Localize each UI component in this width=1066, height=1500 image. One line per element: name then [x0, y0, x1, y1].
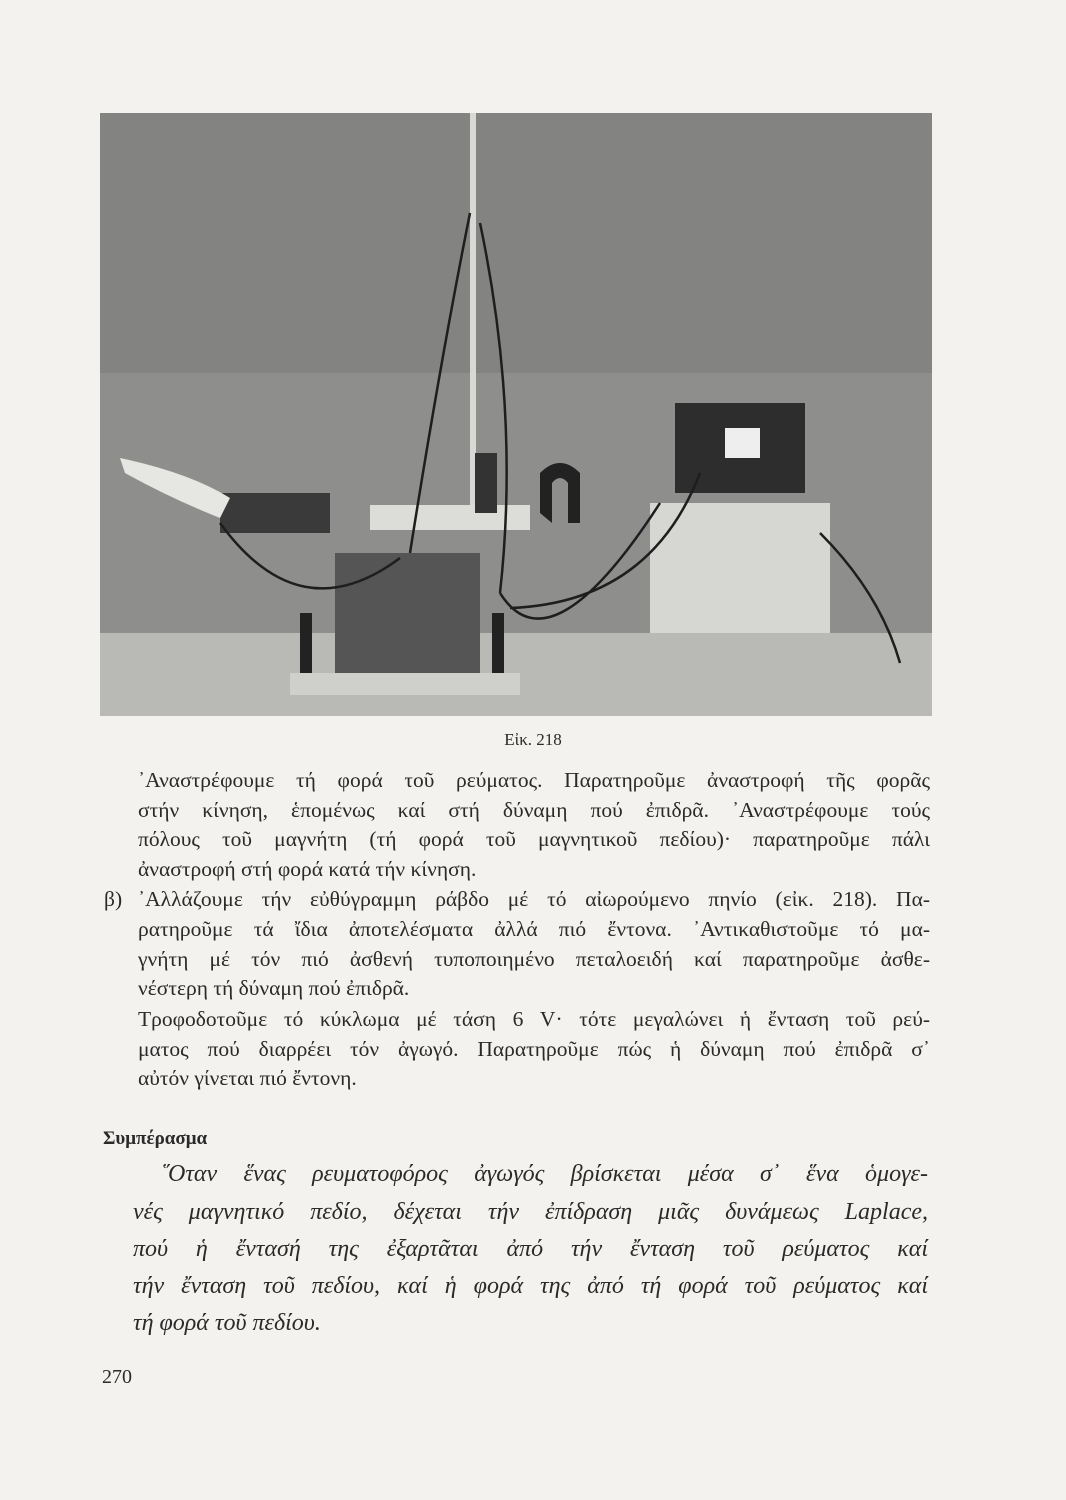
- item-b-line: νέστερη τή δύναμη πού ἐπιδρᾶ.: [138, 976, 410, 1000]
- conclusion-line: τή φορά τοῦ πεδίου.: [133, 1310, 321, 1336]
- paragraph-line: στήν κίνηση, ἑπομένως καί στή δύναμη πού ἐπιδρᾶ. ᾿Αναστρέφουμε τούς: [138, 798, 930, 822]
- item-b-line: γνήτη μέ τόν πιό ἀσθενή τυποποιημένο πεταλοειδή καί παρατηροῦμε ἀσθε-: [138, 947, 930, 971]
- item-b-line: ᾿Αλλάζουμε τήν εὐθύγραμμη ράβδο μέ τό αἰωρούμενο πηνίο (εἰκ. 218). Πα-: [138, 887, 930, 911]
- figure-218-photo: [100, 113, 932, 716]
- conclusion-line: νές μαγνητικό πεδίο, δέχεται τήν ἐπίδραση μιᾶς δυνάμεως Laplace,: [133, 1199, 928, 1225]
- item-b-line: ρατηροῦμε τά ἴδια ἀποτελέσματα ἀλλά πιό ἔντονα. ᾿Αντικαθιστοῦμε τό μα-: [138, 917, 930, 941]
- conclusion-line: πού ἡ ἔντασή της ἐξαρτᾶται ἀπό τήν ἔνταση τοῦ ρεύματος καί: [133, 1236, 928, 1262]
- paragraph-line: αὐτόν γίνεται πιό ἔντονη.: [138, 1066, 357, 1090]
- item-b-label: β): [104, 887, 123, 911]
- conclusion-line: ῞Οταν ἕνας ρευματοφόρος ἀγωγός βρίσκεται μέσα σ᾿ ἕνα ὁμογε-: [160, 1161, 928, 1187]
- conclusion-line: τήν ἔνταση τοῦ πεδίου, καί ἡ φορά της ἀπό τή φορά τοῦ ρεύματος καί: [133, 1273, 928, 1299]
- paragraph-line: ματος πού διαρρέει τόν ἀγωγό. Παρατηροῦμε πώς ἡ δύναμη πού ἐπιδρᾶ σ᾿: [138, 1037, 930, 1061]
- paragraph-line: ᾿Αναστρέφουμε τή φορά τοῦ ρεύματος. Παρατηροῦμε ἀναστροφή τῆς φορᾶς: [138, 768, 930, 792]
- paragraph-line: Τροφοδοτοῦμε τό κύκλωμα μέ τάση 6 V· τότε μεγαλώνει ἡ ἔνταση τοῦ ρεύ-: [138, 1007, 930, 1031]
- paragraph-line: ἀναστροφή στή φορά κατά τήν κίνηση.: [138, 857, 477, 881]
- page-number: 270: [102, 1366, 132, 1388]
- paragraph-line: πόλους τοῦ μαγνήτη (τή φορά τοῦ μαγνητικοῦ πεδίου)· παρατηροῦμε πάλι: [138, 827, 930, 851]
- conclusion-heading: Συμπέρασμα: [103, 1128, 208, 1149]
- figure-caption: Εἰκ. 218: [504, 730, 562, 749]
